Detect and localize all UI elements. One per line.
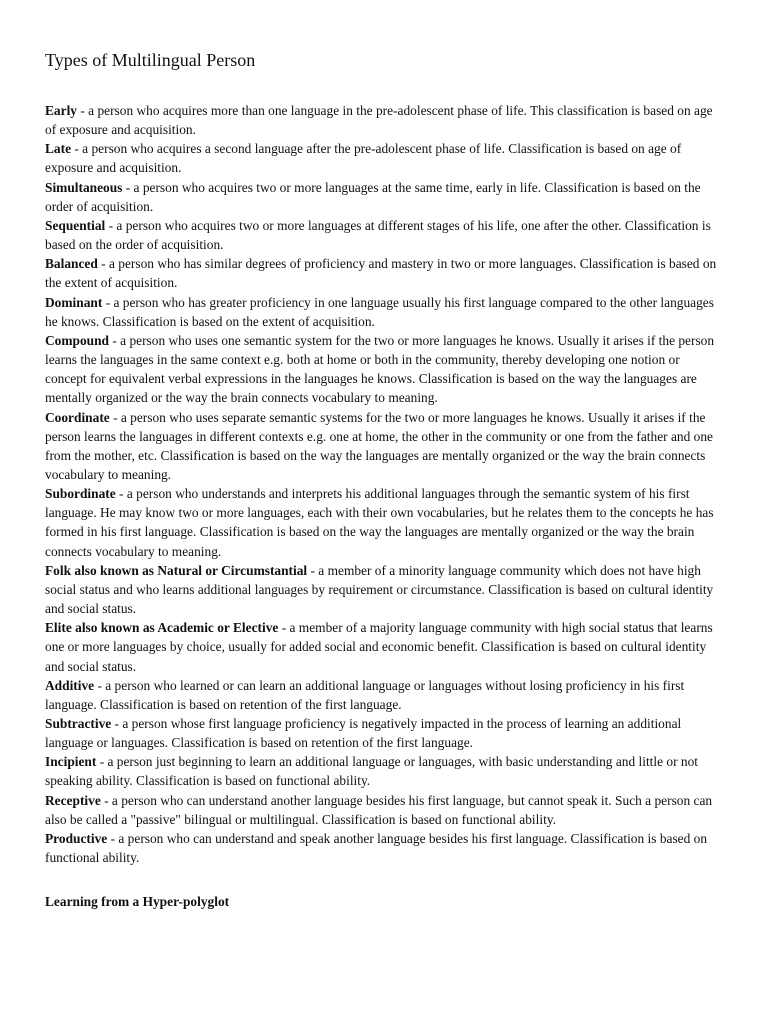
- term: Late: [45, 141, 72, 157]
- term: Incipient: [45, 754, 97, 770]
- definition-coordinate: [45, 408, 724, 485]
- term: Early: [45, 103, 77, 118]
- definition-additive: [45, 676, 724, 714]
- definition-text: - a person who acquires two or more languages at the same time, early in life. Classification is based on the order of acquisition.: [45, 179, 701, 214]
- term: Additive: [45, 677, 95, 693]
- definition-text: - a person who acquires more than one language in the pre-adolescent phase of life. This classification is based on age of exposure and acquisition.: [45, 103, 713, 138]
- page-title: Types of Multilingual Person: [45, 50, 256, 70]
- term: Folk also known as Natural or Circumstantial: [45, 562, 308, 578]
- definition-list: [45, 101, 724, 867]
- definition-productive: [45, 829, 724, 867]
- definition-text: - a person who can understand another language besides his first language, but cannot speak it. Such a person can also be called a "passive" bilingual or multilingual. Classification is based on functional ability.: [45, 792, 713, 827]
- definition-elite: [45, 618, 724, 675]
- term: Receptive: [45, 792, 101, 808]
- definition-subordinate: [45, 484, 724, 561]
- definition-text: - a person who understands and interprets his additional languages through the semantic system of his first language. He may know two or more languages, each with their own vocabularies, but he relates them to the concepts he has formed in his first language. Classification is based on the way the languages are mentally organized or the way the brain connects vocabulary to meaning.: [45, 486, 714, 559]
- definition-text: - a person whose first language proficiency is negatively impacted in the process of learning an additional language or languages. Classification is based on retention of the first language.: [45, 716, 682, 751]
- definition-text: - a person who can understand and speak another language besides his first language. Classification is based on functional ability.: [45, 830, 708, 866]
- term: Balanced: [45, 256, 98, 272]
- definition-late: [45, 139, 724, 177]
- definition-early: [45, 101, 724, 139]
- definition-text: - a person who has similar degrees of proficiency and mastery in two or more languages. Classification is based on the extent of acquisition.: [45, 256, 717, 291]
- term: Compound: [45, 332, 110, 348]
- definition-text: - a person who uses one semantic system for the two or more languages he knows. Usually it arises if the person learns the languages in the same context e.g. both at home or both in the community, thereby developing one notion or concept for equivalent verbal expressions in the languages he knows. Classification is based on the way the languages are mentally organized or the way the brain connects vocabulary to meaning.: [45, 332, 715, 406]
- definition-simultaneous: [45, 178, 724, 216]
- term: Simultaneous: [45, 179, 123, 195]
- definition-sequential: [45, 216, 724, 254]
- definition-text: - a person just beginning to learn an additional language or languages, with basic understanding and little or not speaking ability. Classification is based on functional ability.: [45, 754, 699, 789]
- definition-text: - a person who learned or can learn an additional language or languages without losing proficiency in his first language. Classification is based on retention of the first language.: [45, 677, 685, 712]
- definition-text: - a person who acquires a second language after the pre-adolescent phase of life. Classification is based on age of exposure and acquisition.: [45, 141, 682, 176]
- definition-text: - a person who has greater proficiency in one language usually his first language compared to the other languages he knows. Classification is based on the extent of acquisition.: [45, 294, 714, 329]
- definition-text: - a member of a minority language community which does not have high social status and who learns additional languages by requirement or circumstance. Classification is based on cultural identity and social status.: [45, 562, 714, 617]
- definition-receptive: [45, 791, 724, 829]
- definition-text: - a person who acquires two or more languages at different stages of his life, one after the other. Classification is based on the order of acquisition.: [45, 217, 711, 253]
- definition-text: - a person who uses separate semantic systems for the two or more languages he knows. Usually it arises if the person learns the languages in different contexts e.g. one at home, the other in the community or one from the father and one from the mother, etc. Classification is based on the way the languages are mentally organized or the way the brain connects vocabulary to meaning.: [45, 409, 713, 482]
- definition-incipient: [45, 752, 724, 790]
- definition-text: - a member of a majority language community with high social status that learns one or more languages by choice, usually for added social and economic benefit. Classification is based on cultural identity and social status.: [45, 620, 713, 674]
- term: Sequential: [45, 217, 106, 233]
- definition-subtractive: [45, 714, 724, 752]
- section-heading: Learning from a Hyper-polyglot: [45, 894, 230, 909]
- term: Productive: [45, 830, 108, 846]
- term: Subordinate: [45, 486, 116, 502]
- term: Elite also known as Academic or Elective: [45, 620, 279, 636]
- term: Subtractive: [45, 716, 112, 731]
- definition-dominant: [45, 293, 724, 331]
- term: Coordinate: [45, 409, 110, 425]
- term: Dominant: [45, 294, 103, 310]
- definition-balanced: [45, 254, 724, 292]
- definition-compound: [45, 331, 724, 408]
- definition-folk: [45, 561, 724, 618]
